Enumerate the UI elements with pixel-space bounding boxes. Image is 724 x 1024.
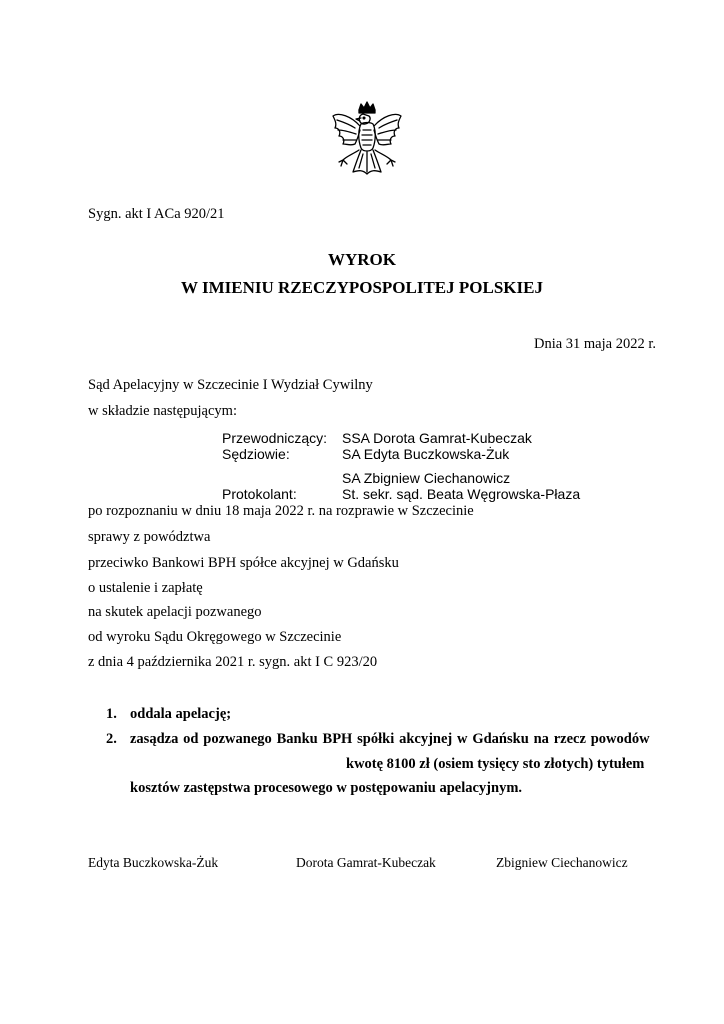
proceedings-line: o ustalenie i zapłatę — [88, 580, 203, 596]
signature-name: Zbigniew Ciechanowicz — [496, 855, 628, 870]
proceedings-line: przeciwko Bankowi BPH spółce akcyjnej w Gdańsku — [88, 555, 399, 571]
ruling-number: 1. — [106, 706, 117, 722]
clerk-label: Protokolant: — [222, 486, 297, 502]
white-eagle-emblem-icon — [325, 100, 409, 188]
chair-name: SSA Dorota Gamrat-Kubeczak — [342, 430, 532, 446]
judge-name: SA Zbigniew Ciechanowicz — [342, 470, 511, 486]
proceedings-line: od wyroku Sądu Okręgowego w Szczecinie — [88, 629, 342, 645]
clerk-name: St. sekr. sąd. Beata Węgrowska-Płaza — [342, 486, 581, 502]
proceedings-line: z dnia 4 października 2021 r. sygn. akt I C 923/20 — [88, 654, 378, 670]
ruling-text: zasądza od pozwanego Banku BPH spółki akcyjnej w Gdańsku na rzecz powodów — [130, 731, 650, 747]
chair-label: Przewodniczący: — [222, 430, 328, 446]
judge-name: SA Edyta Buczkowska-Żuk — [342, 446, 510, 462]
proceedings-line: na skutek apelacji pozwanego — [88, 604, 262, 620]
judgment-title: WYROK — [328, 250, 396, 269]
judges-label: Sędziowie: — [222, 446, 290, 462]
proceedings-line: po rozpoznaniu w dniu 18 maja 2022 r. na rozprawie w Szczecinie — [88, 503, 474, 519]
ruling-number: 2. — [106, 731, 117, 747]
proceedings-line: sprawy z powództwa — [88, 529, 211, 545]
case-reference: Sygn. akt I ACa 920/21 — [88, 206, 225, 222]
signature-name: Edyta Buczkowska-Żuk — [88, 855, 219, 870]
ruling-text: kwotę 8100 zł (osiem tysięcy sto złotych) tytułem — [346, 756, 645, 772]
judgment-date: Dnia 31 maja 2022 r. — [533, 336, 656, 352]
ruling-text: oddala apelację; — [130, 706, 232, 722]
judgment-subtitle: W IMIENIU RZECZYPOSPOLITEJ POLSKIEJ — [181, 278, 543, 297]
court-name: Sąd Apelacyjny w Szczecinie I Wydział Cywilny — [88, 377, 373, 393]
composition-intro: w składzie następującym: — [88, 403, 237, 419]
ruling-text: kosztów zastępstwa procesowego w postępowaniu apelacyjnym. — [130, 780, 523, 796]
signature-name: Dorota Gamrat-Kubeczak — [296, 855, 436, 870]
